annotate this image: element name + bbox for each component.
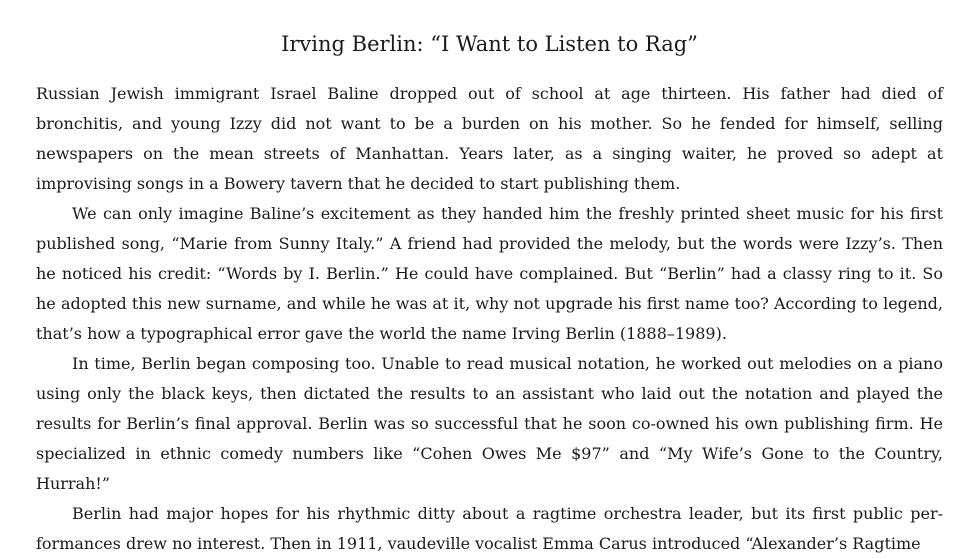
- page-title: Irving Berlin: “I Want to Listen to Rag”: [281, 32, 698, 56]
- paragraph-4: Berlin had major hopes for his rhythmic ditty about a ragtime orchestra leader, but its first public performances drew no interest. Then in 1911, vaudeville vocalist Emma Carus introduced “Alexander’s Ragtime: [36, 504, 943, 553]
- article-body: [36, 79, 943, 559]
- paragraph-1: Russian Jewish immigrant Israel Baline dropped out of school at age thirteen. His father had died of bronchitis, and young Izzy did not want to be a burden on his mother. So he fended for himself, selling newspapers on the mean streets of Manhattan. Years later, as a singing waiter, he proved so adept at improvising songs in a Bowery tavern that he decided to start publishing them.: [36, 84, 943, 193]
- paragraph-2: We can only imagine Baline’s excitement as they handed him the freshly printed sheet music for his first published song, “Marie from Sunny Italy.” A friend had provided the melody, but the words were Izzy’s. Then he noticed his credit: “Words by I. Berlin.” He could have complained. But “Berlin” had a classy ring to it. So he adopted this new surname, and while he was at it, why not upgrade his first name too? According to legend, that’s how a typographical error gave the world the name Irving Berlin (1888–1989).: [36, 204, 943, 343]
- paragraph-3: In time, Berlin began composing too. Unable to read musical notation, he worked out melodies on a piano using only the black keys, then dictated the results to an assistant who laid out the notation and played the results for Berlin’s final approval. Berlin was so successful that he soon co-owned his own publishing firm. He specialized in ethnic comedy numbers like “Cohen Owes Me $97” and “My Wife’s Gone to the Country, Hurrah!”: [36, 354, 943, 493]
